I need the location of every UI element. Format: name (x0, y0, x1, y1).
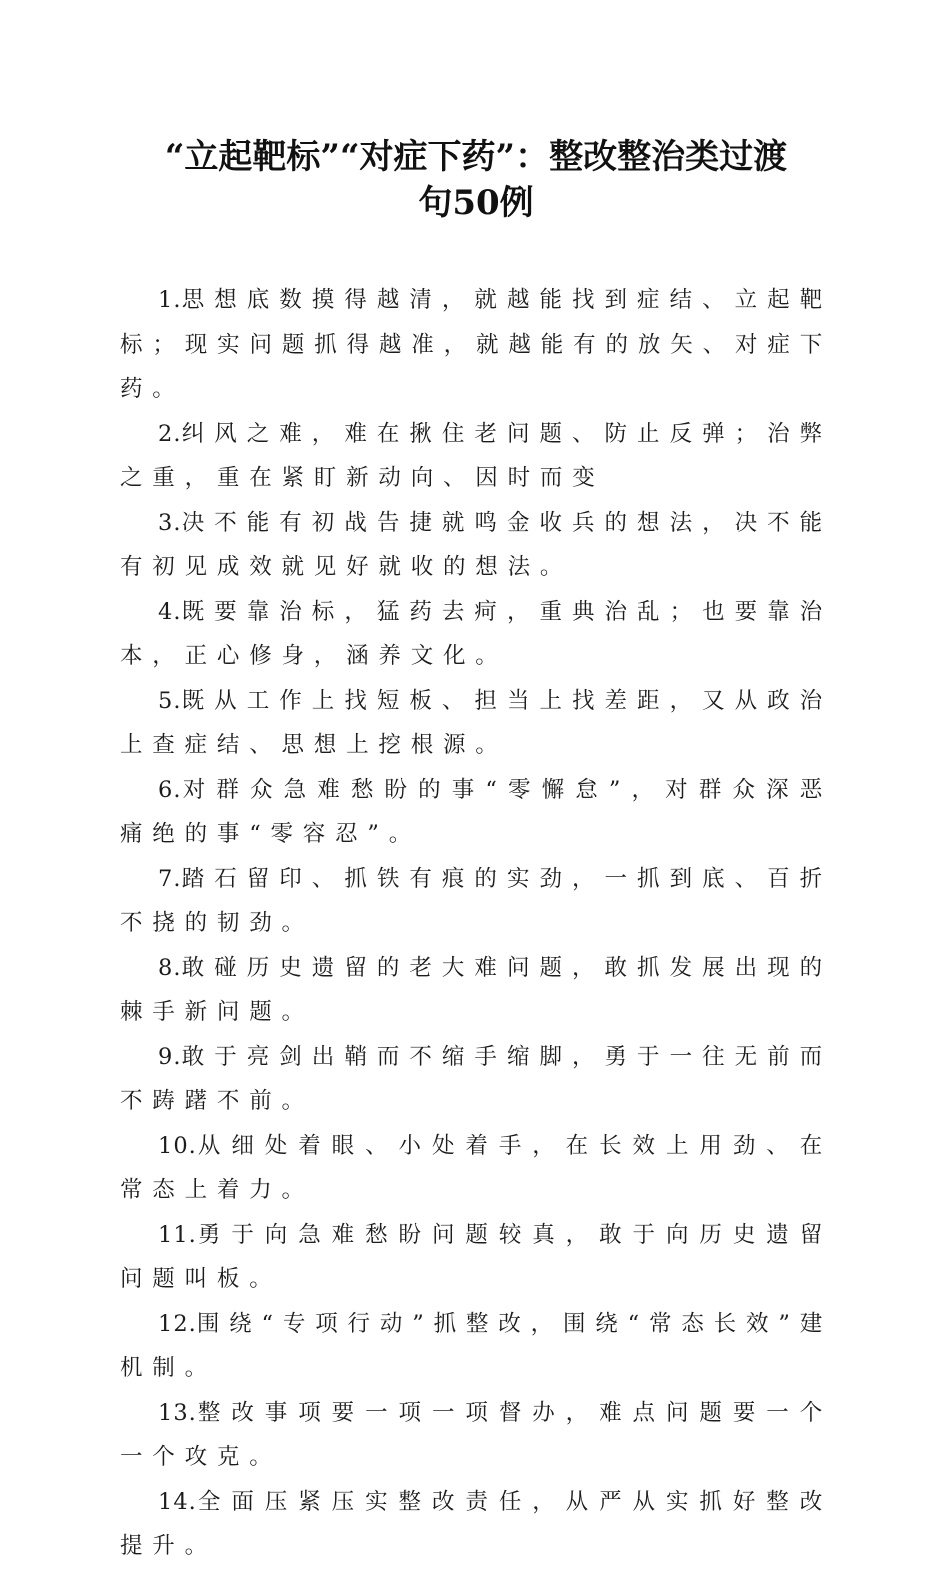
item-text: 敢于亮剑出鞘而不缩手缩脚，勇于一往无前而不踌躇不前。 (120, 1043, 832, 1114)
item-number: 9. (158, 1043, 182, 1070)
item-text: 既从工作上找短板、担当上找差距，又从政治上查症结、思想上挖根源。 (120, 687, 832, 758)
item-number: 3. (158, 509, 182, 536)
item-number: 11. (158, 1221, 197, 1248)
item-text: 从细处着眼、小处着手，在长效上用劲、在常态上着力。 (120, 1132, 832, 1203)
list-item-12 (120, 1302, 832, 1391)
list-item-3 (120, 501, 832, 590)
item-number: 14. (158, 1488, 197, 1515)
list-item-13 (120, 1391, 832, 1480)
item-number: 1. (158, 287, 182, 313)
item-number: 12. (158, 1310, 197, 1337)
item-text: 既要靠治标，猛药去疴，重典治乱；也要靠治本，正心修身，涵养文化。 (120, 598, 832, 669)
list-item-9 (120, 1035, 832, 1124)
document-title (104, 134, 848, 226)
item-text: 对群众急难愁盼的事“零懈怠”，对群众深恶痛绝的事“零容忍”。 (120, 776, 832, 847)
list-item-14 (120, 1480, 832, 1569)
title-line-2: 句50例 (418, 183, 534, 223)
item-text: 勇于向急难愁盼问题较真，敢于向历史遗留问题叫板。 (120, 1221, 832, 1292)
list-item-11 (120, 1213, 832, 1302)
list-item-2 (120, 412, 832, 501)
item-number: 4. (158, 598, 182, 625)
item-number: 5. (158, 687, 182, 714)
item-text: 踏石留印、抓铁有痕的实劲，一抓到底、百折不挠的韧劲。 (120, 865, 832, 936)
document-page (120, 134, 832, 1569)
item-text: 围绕“专项行动”抓整改，围绕“常态长效”建机制。 (120, 1310, 832, 1381)
item-text: 全面压紧压实整改责任，从严从实抓好整改提升。 (120, 1488, 832, 1559)
item-number: 6. (158, 776, 182, 803)
item-number: 7. (158, 865, 182, 892)
item-number: 8. (158, 954, 182, 981)
item-text: 决不能有初战告捷就鸣金收兵的想法，决不能有初见成效就见好就收的想法。 (120, 509, 832, 580)
item-text: 纠风之难，难在揪住老问题、防止反弹；治弊之重，重在紧盯新动向、因时而变 (120, 420, 832, 491)
item-text: 思想底数摸得越清，就越能找到症结、立起靶标；现实问题抓得越准，就越能有的放矢、对症下药。 (120, 287, 832, 402)
list-item-6 (120, 768, 832, 857)
list-item-7 (120, 857, 832, 946)
item-text: 敢碰历史遗留的老大难问题，敢抓发展出现的棘手新问题。 (120, 954, 832, 1025)
item-text: 整改事项要一项一项督办，难点问题要一个一个攻克。 (120, 1399, 832, 1470)
list-item-10 (120, 1124, 832, 1213)
list-item-4 (120, 590, 832, 679)
item-number: 13. (158, 1399, 197, 1426)
document-body (120, 278, 832, 1569)
list-item-1 (120, 278, 832, 412)
item-number: 2. (158, 420, 182, 447)
list-item-8 (120, 946, 832, 1035)
title-line-1: “立起靶标”“对症下药”：整改整治类过渡 (164, 137, 788, 177)
list-item-5 (120, 679, 832, 768)
item-number: 10. (158, 1132, 197, 1159)
